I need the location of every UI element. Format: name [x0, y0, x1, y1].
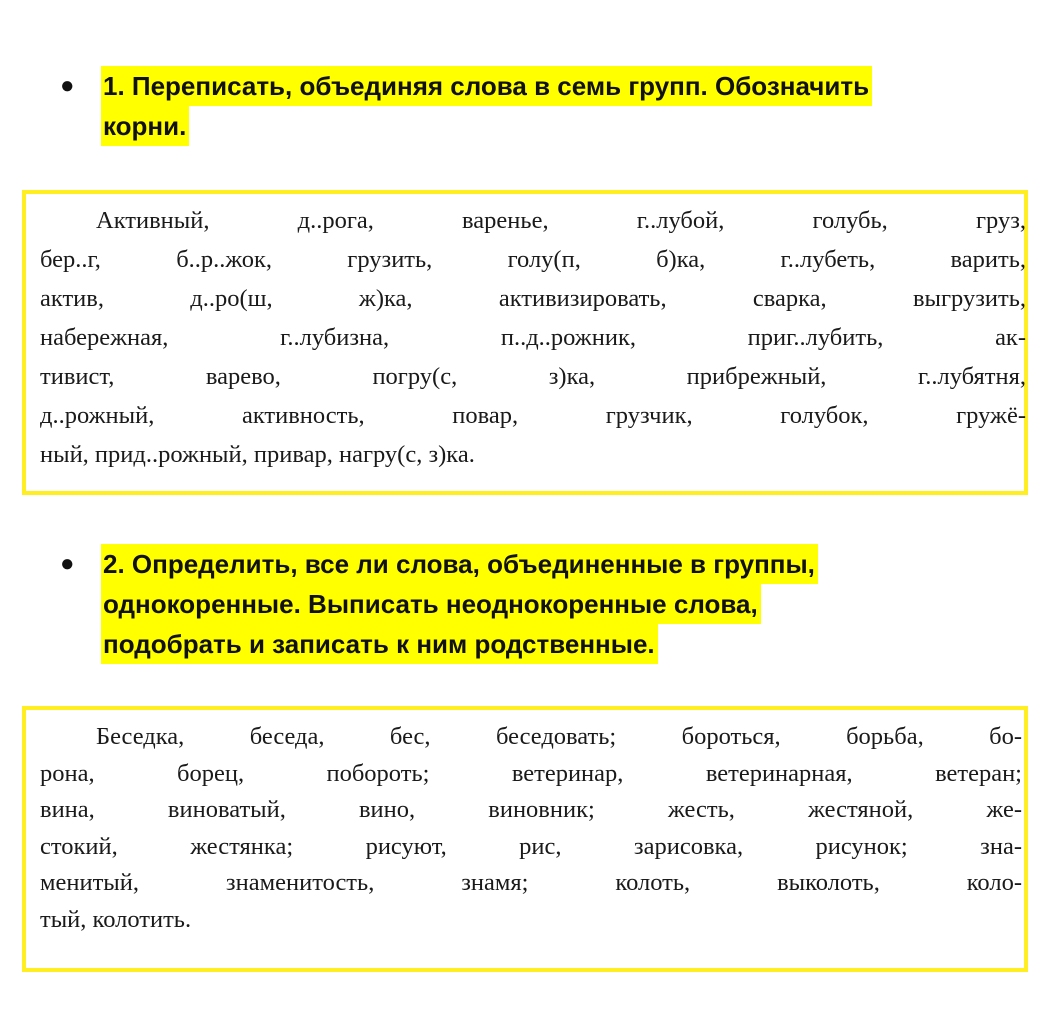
- text-line: ный, прид..рожный, привар, нагру(с, з)ка.: [40, 441, 475, 468]
- text-line: вина, виноватый, вино, виновник; жесть, жестяной, же-: [40, 796, 1022, 823]
- task-1-line: корни.: [101, 106, 189, 146]
- text-line: менитый, знаменитость, знамя; колоть, выколоть, коло-: [40, 869, 1022, 896]
- task-1-line: 1. Переписать, объединяя слова в семь групп. Обозначить: [101, 66, 872, 106]
- task-2-heading: [60, 544, 1025, 664]
- task-1-text: [101, 66, 1025, 146]
- text-line: актив, д..ро(ш, ж)ка, активизировать, сварка, выгрузить,: [40, 285, 1026, 312]
- exercise-2-text: [40, 719, 1040, 938]
- task-1-heading: [60, 66, 1025, 146]
- bullet-icon: ●: [60, 72, 75, 99]
- text-line: стокий, жестянка; рисуют, рис, зарисовка, рисунок; зна-: [40, 832, 1022, 860]
- exercise-box-1: [22, 190, 1028, 495]
- exercise-1-text: [40, 201, 1040, 474]
- text-line: Беседка, беседа, бес, беседовать; бороться, борьба, бо-: [96, 723, 1022, 750]
- text-line: рона, борец, побороть; ветеринар, ветеринарная, ветеран;: [40, 759, 1022, 787]
- text-line: д..рожный, активность, повар, грузчик, голубок, гружё-: [40, 402, 1026, 429]
- task-2-line: однокоренные. Выписать неоднокоренные слова,: [101, 584, 761, 624]
- exercise-box-2: [22, 706, 1028, 972]
- bullet-icon: ●: [60, 550, 75, 577]
- task-2-line: подобрать и записать к ним родственные.: [101, 624, 658, 664]
- text-line: Активный, д..рога, варенье, г..лубой, голубь, груз,: [96, 207, 1026, 234]
- text-line: набережная, г..лубизна, п..д..рожник, приг..лубить, ак-: [40, 324, 1026, 351]
- text-line: бер..г, б..р..жок, грузить, голу(п, б)ка, г..лубеть, варить,: [40, 246, 1026, 273]
- task-2-text: [101, 544, 1025, 664]
- text-line: тый, колотить.: [40, 905, 192, 933]
- task-2-line: 2. Определить, все ли слова, объединенные в группы,: [101, 544, 818, 584]
- text-line: тивист, варево, погру(с, з)ка, прибрежный, г..лубятня,: [40, 363, 1026, 390]
